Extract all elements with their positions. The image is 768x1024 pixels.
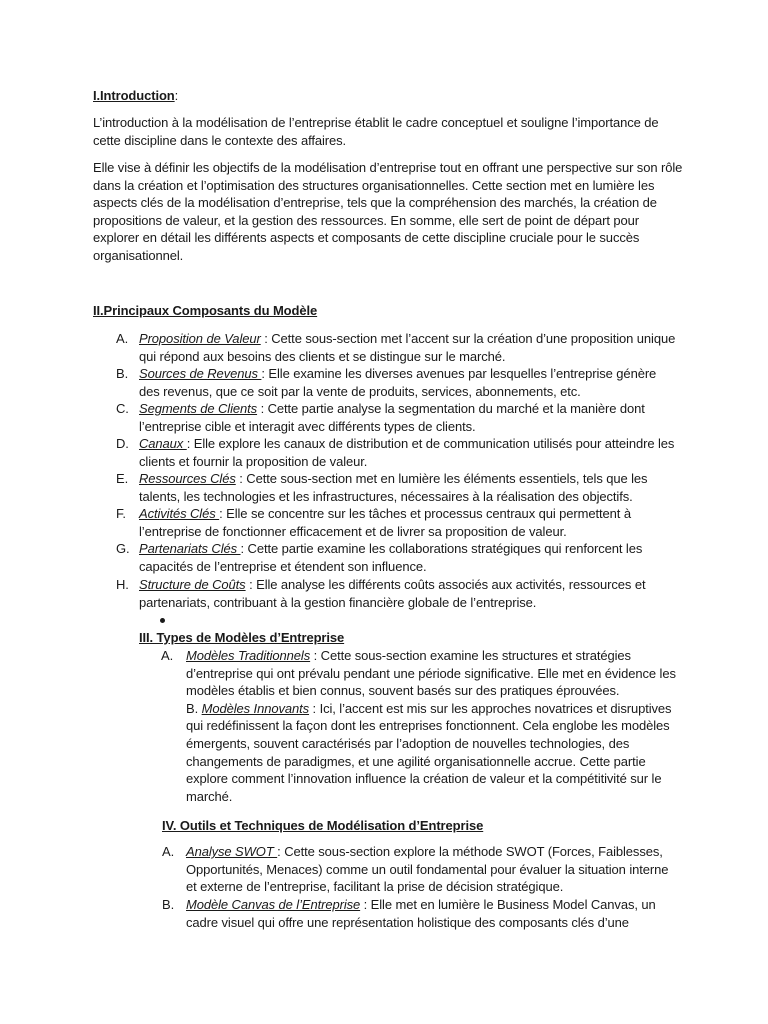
component-text: : Elle analyse les différents coûts associés aux activités, ressources et partenariats, contribuant à la gestion financière globale de l’entreprise.	[139, 577, 646, 610]
list-marker: A.	[162, 844, 175, 859]
types-item-a-term: Modèles Traditionnels	[186, 648, 311, 663]
intro-title: I.Introduction	[93, 88, 175, 103]
component-text: : Cette partie examine les collaborations stratégiques qui renforcent les capacités de l’entreprise et étendent son influence.	[139, 541, 643, 574]
tool-item	[162, 843, 682, 896]
component-item	[116, 400, 676, 435]
component-item	[116, 576, 676, 611]
component-text: : Cette partie analyse la segmentation du marché et la manière dont l’entreprise cible et interagit avec différents types de clients.	[139, 401, 645, 434]
component-item	[116, 470, 676, 505]
list-marker: A.	[116, 331, 129, 346]
list-marker: C.	[116, 401, 129, 416]
intro-title-suffix: :	[174, 88, 179, 103]
component-item	[116, 435, 676, 470]
types-item-b-text: : Ici, l’accent est mis sur les approches novatrices et disruptives qui redéfinissent la façon dont les entreprises fonctionnent. Cela englobe les modèles émergents, souvent caractérisés par l’adoption de nouvelles technologies, des changements de paradigmes, et une agilité organisationnelle accrue. Cette partie explore comment l’innovation influence la création de valeur et la compétitivité sur le marché.	[186, 700, 672, 804]
component-term: Segments de Clients	[139, 401, 258, 416]
list-marker: A.	[161, 648, 174, 663]
intro-paragraph-1: L’introduction à la modélisation de l’entreprise établit le cadre conceptuel et souligne l’importance de cette discipline dans le contexte des affaires.	[93, 115, 659, 148]
component-term: Partenariats Clés	[139, 541, 241, 556]
list-marker: D.	[116, 436, 129, 451]
bullet-point	[160, 618, 165, 623]
component-text: : Elle explore les canaux de distribution et de communication utilisés pour atteindre les clients et fournir la proposition de valeur.	[139, 436, 675, 469]
component-term: Activités Clés	[139, 506, 220, 521]
types-title: III. Types de Modèles d’Entreprise	[139, 630, 345, 645]
list-marker: F.	[116, 506, 126, 521]
types-item-b-term: Modèles Innovants	[201, 700, 310, 716]
component-item	[116, 505, 676, 540]
component-item	[116, 540, 676, 575]
intro-paragraph-2: Elle vise à définir les objectifs de la modélisation d’entreprise tout en offrant une perspective sur son rôle dans la création et l’optimisation des structures organisationnelles. Cette section met en lumière les aspects clés de la modélisation d’entreprise, tels que la compréhension des marchés, la création de propositions de valeur, et la gestion des ressources. En somme, elle sert de point de départ pour explorer en détail les différents aspects et composants de cette discipline cruciale pour le succès organisationnel.	[93, 160, 683, 263]
component-term: Proposition de Valeur	[139, 331, 261, 346]
component-term: Canaux	[139, 436, 187, 451]
component-item	[116, 330, 676, 365]
tool-term: Analyse SWOT	[186, 844, 278, 859]
list-marker: E.	[116, 471, 129, 486]
component-text: : Cette sous-section met en lumière les éléments essentiels, tels que les talents, les technologies et les infrastructures, nécessaires à la réalisation des objectifs.	[139, 471, 648, 504]
types-item-b-prefix: B.	[186, 700, 202, 716]
tools-title: IV. Outils et Techniques de Modélisation d’Entreprise	[162, 818, 484, 833]
tool-term: Modèle Canvas de l’Entreprise	[186, 897, 361, 912]
tool-item	[162, 896, 682, 931]
component-text: : Elle se concentre sur les tâches et processus centraux qui permettent à l’entreprise de fonctionner efficacement et de livrer sa proposition de valeur.	[139, 506, 631, 539]
types-item-a-text: : Cette sous-section examine les structures et stratégies d’entreprise qui ont prévalu pendant une période significative. Elle met en évidence les modèles établis et bien connus, souvent basés sur des pratiques éprouvées.	[186, 648, 676, 699]
component-term: Sources de Revenus	[139, 366, 262, 381]
tool-text: : Cette sous-section explore la méthode SWOT (Forces, Faiblesses, Opportunités, Menaces) comme un outil fondamental pour évaluer la situation interne et externe de l’entreprise, facilitant la prise de décision stratégique.	[186, 844, 669, 895]
component-term: Structure de Coûts	[139, 577, 246, 592]
tool-text: : Elle met en lumière le Business Model Canvas, un cadre visuel qui offre une représentation holistique des composants clés d’une	[186, 897, 656, 930]
list-marker: B.	[162, 897, 175, 912]
list-marker: B.	[116, 366, 129, 381]
components-title: II.Principaux Composants du Modèle	[93, 303, 318, 318]
list-marker: G.	[116, 541, 130, 556]
component-text: : Elle examine les diverses avenues par lesquelles l’entreprise génère des revenus, que ce soit par la vente de produits, services, abonnements, etc.	[139, 366, 657, 399]
list-marker: H.	[116, 577, 129, 592]
types-item-a	[161, 647, 681, 805]
component-item	[116, 365, 676, 400]
component-text: : Cette sous-section met l’accent sur la création d’une proposition unique qui répond aux besoins des clients et se distingue sur le marché.	[139, 331, 676, 364]
intro-heading	[93, 87, 693, 105]
component-term: Ressources Clés	[139, 471, 236, 486]
